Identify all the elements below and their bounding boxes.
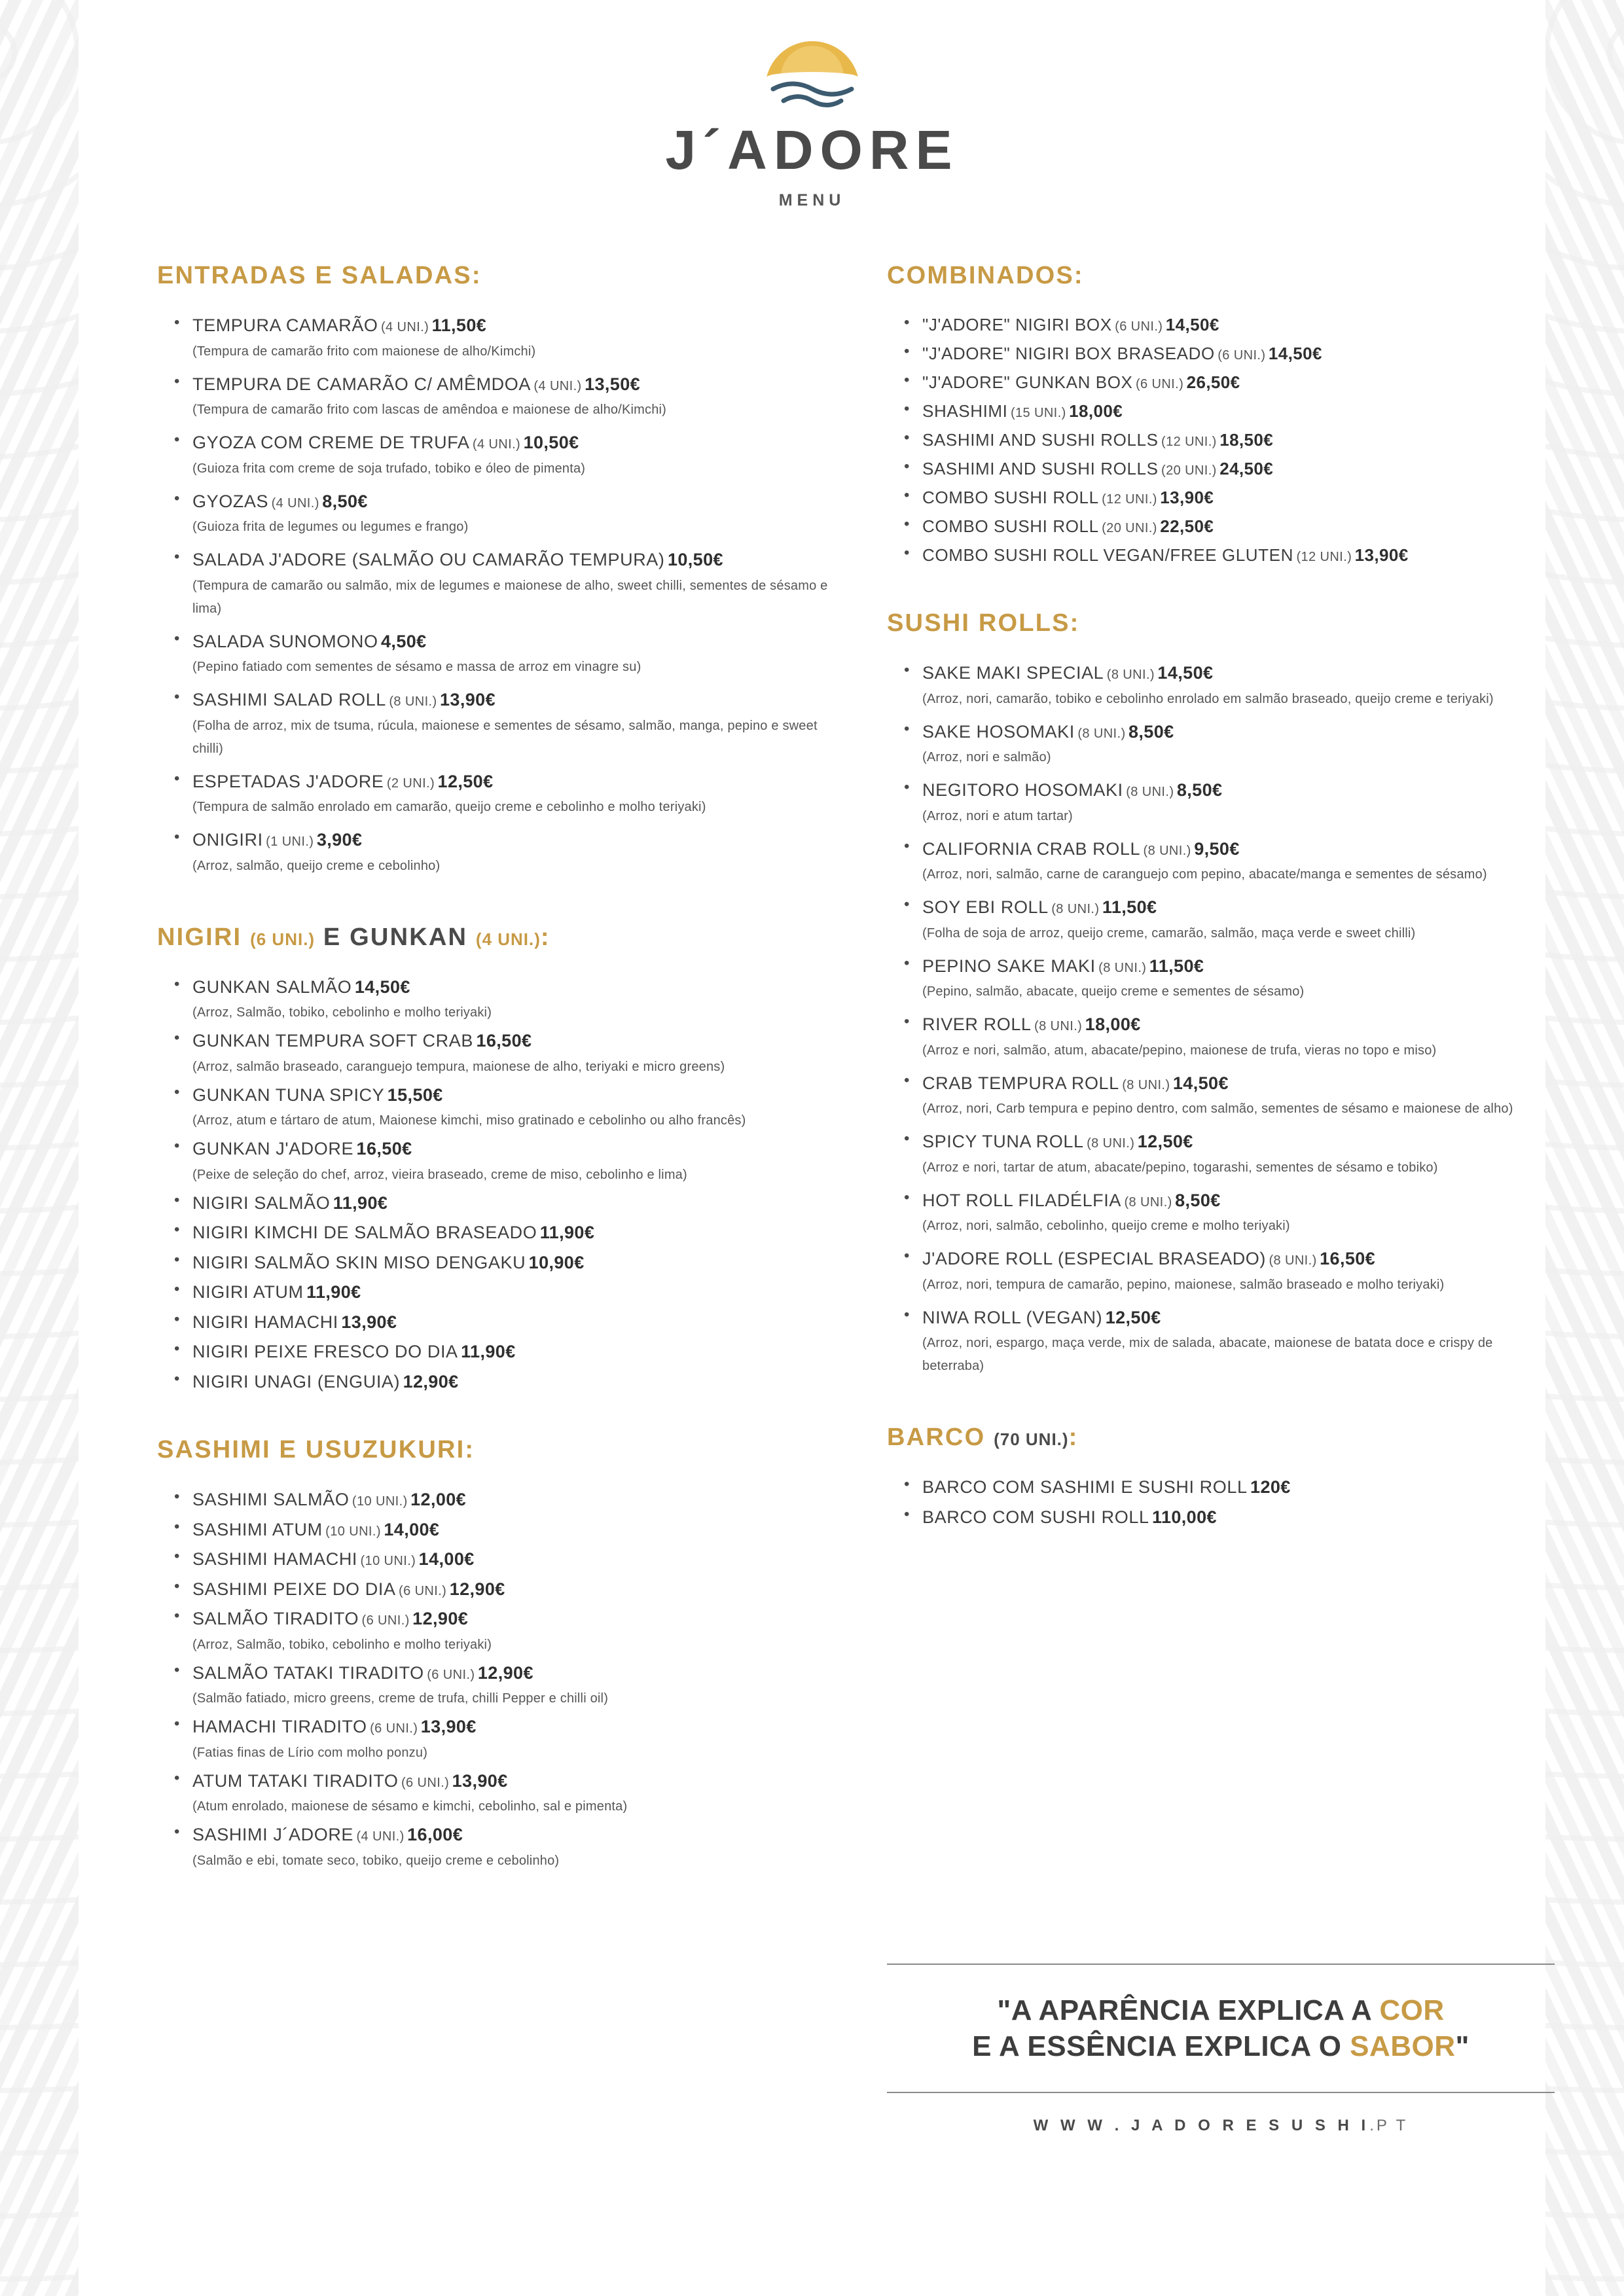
item-description: (Folha de soja de arroz, queijo creme, camarão, salmão, maça verde e sweet chilli) — [922, 925, 1416, 941]
list-item — [174, 827, 844, 878]
item-name: SPICY TUNA ROLL — [922, 1132, 1084, 1151]
item-name: CRAB TEMPURA ROLL — [922, 1073, 1119, 1093]
item-units: (8 UNI.) — [1098, 960, 1147, 975]
item-name: NIGIRI HAMACHI — [192, 1312, 338, 1332]
item-price: 3,90€ — [316, 830, 363, 850]
list-item — [904, 456, 1555, 482]
item-units: (6 UNI.) — [427, 1667, 475, 1682]
item-name: SAKE MAKI SPECIAL — [922, 663, 1104, 683]
item-price: 16,00€ — [407, 1825, 463, 1844]
item-price: 10,50€ — [667, 550, 723, 569]
list-item — [174, 1190, 844, 1217]
item-price: 26,50€ — [1186, 372, 1240, 392]
item-units: (6 UNI.) — [1135, 377, 1184, 391]
item-price: 12,90€ — [403, 1371, 459, 1391]
item-price: 13,90€ — [1354, 545, 1409, 565]
item-price: 11,50€ — [1149, 956, 1204, 976]
item-units: (8 UNI.) — [1269, 1253, 1317, 1268]
item-description: (Arroz e nori, tartar de atum, abacate/pepino, togarashi, sementes de sésamo e tobiko) — [922, 1160, 1438, 1175]
list-item — [174, 1821, 844, 1873]
list-item — [904, 894, 1555, 945]
list-barco — [887, 1474, 1555, 1530]
item-name: BARCO COM SUSHI ROLL — [922, 1507, 1149, 1527]
item-description: (Arroz, atum e tártaro de atum, Maionese kimchi, miso gratinado e cebolinho ou alho francês) — [192, 1113, 746, 1128]
item-name: SAKE HOSOMAKI — [922, 721, 1075, 742]
list-nigiri — [157, 974, 844, 1395]
right-column — [887, 262, 1555, 1534]
list-item — [904, 399, 1555, 424]
item-name: SOY EBI ROLL — [922, 897, 1049, 917]
item-price: 18,00€ — [1085, 1014, 1141, 1034]
item-units: (20 UNI.) — [1102, 521, 1157, 535]
item-name: SHASHIMI — [922, 401, 1008, 421]
item-price: 16,50€ — [356, 1139, 412, 1158]
header — [0, 26, 1624, 210]
list-item — [904, 1474, 1555, 1501]
item-price: 14,50€ — [1165, 315, 1219, 334]
item-price: 8,50€ — [322, 491, 368, 511]
item-price: 14,00€ — [418, 1549, 475, 1569]
decorative-wave-band-left — [0, 0, 79, 2296]
item-name: GUNKAN TEMPURA SOFT CRAB — [192, 1031, 473, 1050]
item-units: (4 UNI.) — [271, 495, 319, 511]
item-units: (6 UNI.) — [1218, 348, 1266, 363]
item-price: 24,50€ — [1219, 459, 1274, 478]
list-item — [174, 1309, 844, 1336]
item-name: CALIFORNIA CRAB ROLL — [922, 838, 1141, 859]
item-name: SASHIMI AND SUSHI ROLLS — [922, 430, 1159, 450]
item-price: 13,90€ — [452, 1770, 508, 1791]
item-price: 8,50€ — [1175, 1190, 1221, 1210]
item-description: (Tempura de salmão enrolado em camarão, queijo creme e cebolinho e molho teriyaki) — [192, 800, 706, 814]
item-price: 8,50€ — [1128, 721, 1174, 742]
item-units: (20 UNI.) — [1161, 463, 1217, 478]
item-price: 110,00€ — [1152, 1507, 1217, 1527]
item-description: (Arroz, salmão, queijo creme e cebolinho) — [192, 858, 441, 873]
item-name: PEPINO SAKE MAKI — [922, 956, 1096, 976]
item-name: GUNKAN TUNA SPICY — [192, 1085, 385, 1105]
item-units: (15 UNI.) — [1010, 406, 1066, 420]
list-item — [174, 488, 844, 539]
item-units: (10 UNI.) — [360, 1554, 416, 1568]
list-item — [174, 1605, 844, 1657]
item-description: (Arroz e nori, salmão, atum, abacate/pepino, maionese de trufa, vieras no topo e miso) — [922, 1043, 1437, 1058]
list-item — [174, 1082, 844, 1133]
item-price: 15,50€ — [387, 1085, 443, 1105]
item-units: (6 UNI.) — [370, 1721, 418, 1736]
list-item — [174, 687, 844, 761]
item-units: (6 UNI.) — [399, 1583, 447, 1598]
item-name: SASHIMI HAMACHI — [192, 1549, 358, 1569]
item-name: COMBO SUSHI ROLL VEGAN/FREE GLUTEN — [922, 545, 1293, 565]
item-units: (6 UNI.) — [401, 1775, 450, 1790]
item-price: 13,90€ — [341, 1312, 397, 1332]
nigiri-title-units2: (4 UNI.) — [475, 929, 541, 949]
barco-title-colon: : — [1068, 1424, 1079, 1451]
item-price: 12,90€ — [477, 1662, 533, 1683]
item-name: ONIGIRI — [192, 830, 263, 850]
item-description: (Arroz, nori e atum tartar) — [922, 808, 1073, 823]
nigiri-title-part1: NIGIRI — [157, 923, 242, 951]
item-name: NIGIRI SALMÃO SKIN MISO DENGAKU — [192, 1252, 526, 1272]
list-item — [904, 341, 1555, 367]
section-title-combinados: COMBINADOS: — [887, 262, 1084, 289]
item-price: 14,00€ — [384, 1519, 440, 1539]
divider-top — [887, 1964, 1555, 1965]
item-units: (6 UNI.) — [361, 1613, 410, 1628]
item-price: 12,50€ — [437, 771, 494, 791]
list-item — [174, 1713, 844, 1765]
item-name: NIGIRI UNAGI (ENGUIA) — [192, 1371, 401, 1391]
item-description: (Tempura de camarão frito com maionese de alho/Kimchi) — [192, 344, 536, 359]
item-name: COMBO SUSHI ROLL — [922, 488, 1099, 507]
item-units: (12 UNI.) — [1102, 492, 1157, 507]
list-item — [174, 1486, 844, 1513]
item-name: "J'ADORE" NIGIRI BOX BRASEADO — [922, 344, 1215, 363]
list-item — [174, 628, 844, 679]
item-units: (10 UNI.) — [325, 1524, 381, 1539]
list-item — [904, 1070, 1555, 1121]
list-item — [904, 660, 1555, 711]
item-name: "J'ADORE" GUNKAN BOX — [922, 372, 1133, 392]
item-units: (8 UNI.) — [1087, 1136, 1135, 1151]
item-units: (10 UNI.) — [352, 1494, 408, 1509]
item-name: ATUM TATAKI TIRADITO — [192, 1770, 399, 1791]
section-title-sashimi: SASHIMI E USUZUKURI: — [157, 1436, 475, 1463]
item-name: SASHIMI AND SUSHI ROLLS — [922, 459, 1159, 478]
section-title-sushi-rolls: SUSHI ROLLS: — [887, 609, 1080, 637]
website-url[interactable] — [887, 2117, 1555, 2135]
item-description: (Pepino fatiado com sementes de sésamo e massa de arroz em vinagre su) — [192, 660, 641, 674]
quote-line2-highlight: SABOR — [1350, 2030, 1456, 2062]
item-price: 10,90€ — [528, 1252, 585, 1272]
item-price: 14,50€ — [354, 977, 410, 997]
item-name: HOT ROLL FILADÉLFIA — [922, 1190, 1121, 1210]
item-description: (Peixe de seleção do chef, arroz, vieira braseado, creme de miso, cebolinho e lima) — [192, 1167, 687, 1182]
menu-label: MENU — [778, 191, 846, 209]
item-name: SALMÃO TATAKI TIRADITO — [192, 1662, 424, 1683]
list-item — [174, 547, 844, 620]
item-description: (Arroz, Salmão, tobiko, cebolinho e molho teriyaki) — [192, 1005, 492, 1020]
item-price: 10,50€ — [523, 433, 579, 452]
item-price: 14,50€ — [1268, 344, 1322, 363]
item-name: TEMPURA CAMARÃO — [192, 315, 378, 335]
item-units: (8 UNI.) — [1106, 668, 1155, 682]
list-entradas — [157, 312, 844, 878]
item-name: NIGIRI KIMCHI DE SALMÃO BRASEADO — [192, 1223, 537, 1242]
item-price: 11,90€ — [306, 1282, 361, 1302]
list-item — [904, 1246, 1555, 1297]
item-name: SASHIMI SALMÃO — [192, 1490, 350, 1509]
list-item — [904, 953, 1555, 1004]
item-price: 4,50€ — [381, 631, 427, 651]
item-price: 11,90€ — [461, 1342, 516, 1361]
item-price: 16,50€ — [1320, 1249, 1376, 1268]
divider-bottom — [887, 2092, 1555, 2093]
barco-title-units: (70 UNI.) — [994, 1429, 1069, 1449]
item-units: (8 UNI.) — [1126, 785, 1174, 799]
list-item — [904, 1187, 1555, 1238]
item-description: (Folha de arroz, mix de tsuma, rúcula, maionese e sementes de sésamo, salmão, manga, pepino e sweet chilli) — [192, 718, 818, 756]
nigiri-title-colon: : — [540, 923, 550, 951]
list-item — [904, 1011, 1555, 1062]
item-name: SASHIMI PEIXE DO DIA — [192, 1579, 396, 1599]
item-price: 18,00€ — [1069, 401, 1123, 421]
item-name: NIGIRI SALMÃO — [192, 1193, 331, 1213]
nigiri-title-part2: E GUNKAN — [323, 923, 468, 951]
item-price: 12,50€ — [1105, 1307, 1161, 1327]
list-item — [174, 1576, 844, 1603]
item-price: 22,50€ — [1160, 516, 1214, 536]
list-combinados — [887, 312, 1555, 568]
item-name: GUNKAN J'ADORE — [192, 1139, 354, 1158]
list-item — [174, 1546, 844, 1573]
left-column — [157, 262, 844, 1876]
item-units: (8 UNI.) — [1051, 902, 1100, 916]
list-item — [174, 1136, 844, 1187]
list-item — [174, 1369, 844, 1395]
item-units: (8 UNI.) — [1034, 1019, 1083, 1033]
decorative-wave-band-right — [1545, 0, 1624, 2296]
item-name: ESPETADAS J'ADORE — [192, 771, 384, 791]
item-name: NEGITORO HOSOMAKI — [922, 780, 1123, 800]
list-item — [174, 1660, 844, 1711]
item-units: (6 UNI.) — [1115, 319, 1163, 334]
item-description: (Salmão e ebi, tomate seco, tobiko, queijo creme e cebolinho) — [192, 1853, 560, 1868]
item-name: GYOZA COM CREME DE TRUFA — [192, 433, 470, 452]
item-units: (8 UNI.) — [389, 694, 437, 709]
item-name: COMBO SUSHI ROLL — [922, 516, 1099, 536]
item-name: SASHIMI SALAD ROLL — [192, 690, 386, 709]
section-title-nigiri — [157, 924, 844, 952]
item-price: 11,90€ — [333, 1193, 388, 1213]
item-name: SASHIMI J´ADORE — [192, 1825, 354, 1844]
item-units: (8 UNI.) — [1122, 1077, 1170, 1092]
list-sashimi — [157, 1486, 844, 1873]
item-units: (8 UNI.) — [1124, 1194, 1172, 1210]
list-item — [174, 1516, 844, 1543]
item-description: (Arroz, Salmão, tobiko, cebolinho e molho teriyaki) — [192, 1637, 492, 1652]
item-price: 13,90€ — [1160, 488, 1214, 507]
list-item — [174, 768, 844, 819]
page-title: J´ADORE — [665, 119, 959, 181]
list-item — [904, 777, 1555, 828]
item-description: (Arroz, nori, camarão, tobiko e cebolinho enrolado em salmão braseado, queijo creme e teriyaki) — [922, 691, 1494, 706]
item-description: (Arroz, nori, espargo, maça verde, mix de salada, abacate, maionese de batata doce e crispy de beterraba) — [922, 1336, 1493, 1373]
item-description: (Arroz, nori e salmão) — [922, 750, 1051, 764]
item-price: 11,50€ — [431, 315, 487, 335]
item-price: 14,50€ — [1157, 663, 1214, 683]
item-description: (Tempura de camarão ou salmão, mix de legumes e maionese de alho, sweet chilli, sementes de sésamo e lima) — [192, 578, 828, 616]
list-item — [174, 1279, 844, 1306]
list-item — [904, 719, 1555, 770]
item-description: (Tempura de camarão frito com lascas de amêndoa e maionese de alho/Kimchi) — [192, 403, 667, 417]
item-price: 8,50€ — [1176, 780, 1223, 800]
footer-quote-block — [887, 1964, 1555, 2135]
item-name: NIGIRI PEIXE FRESCO DO DIA — [192, 1342, 458, 1361]
item-name: SASHIMI ATUM — [192, 1519, 323, 1539]
item-units: (2 UNI.) — [386, 776, 435, 791]
item-units: (8 UNI.) — [1143, 843, 1191, 858]
item-name: SALADA J'ADORE (SALMÃO OU CAMARÃO TEMPURA) — [192, 550, 665, 569]
list-item — [174, 1249, 844, 1276]
item-price: 12,90€ — [412, 1609, 469, 1628]
item-description: (Pepino, salmão, abacate, queijo creme e sementes de sésamo) — [922, 984, 1305, 999]
list-item — [904, 1304, 1555, 1378]
list-item — [174, 1028, 844, 1079]
item-units: (12 UNI.) — [1296, 550, 1352, 564]
item-price: 12,90€ — [449, 1579, 505, 1599]
list-item — [174, 1338, 844, 1365]
section-title-barco — [887, 1424, 1555, 1452]
quote-line2-text: E A ESSÊNCIA EXPLICA O — [972, 2030, 1350, 2062]
list-item — [904, 312, 1555, 338]
item-name: RIVER ROLL — [922, 1014, 1032, 1034]
item-units: (4 UNI.) — [381, 320, 429, 334]
item-name: BARCO COM SASHIMI E SUSHI ROLL — [922, 1477, 1248, 1497]
item-description: (Arroz, nori, Carb tempura e pepino dentro, com salmão, sementes de sésamo e maionese de alho) — [922, 1102, 1513, 1116]
website-url-main: W W W . J A D O R E S U S H I — [1033, 2117, 1370, 2134]
item-price: 11,50€ — [1102, 897, 1157, 917]
quote-line1-highlight: COR — [1379, 1994, 1445, 2026]
item-units: (8 UNI.) — [1077, 726, 1126, 741]
item-price: 12,00€ — [410, 1490, 467, 1509]
item-price: 11,90€ — [539, 1223, 595, 1242]
item-description: (Guioza frita com creme de soja trufado, tobiko e óleo de pimenta) — [192, 461, 586, 476]
list-item — [904, 370, 1555, 395]
list-item — [904, 514, 1555, 539]
item-name: NIWA ROLL (VEGAN) — [922, 1307, 1103, 1327]
item-price: 16,50€ — [476, 1031, 532, 1050]
section-title-entradas: ENTRADAS E SALADAS: — [157, 262, 482, 289]
item-price: 18,50€ — [1219, 430, 1274, 450]
item-price: 14,50€ — [1172, 1073, 1229, 1093]
item-price: 12,50€ — [1137, 1132, 1193, 1151]
item-name: TEMPURA DE CAMARÃO C/ AMÊMDOA — [192, 374, 531, 394]
list-item — [904, 1504, 1555, 1531]
item-description: (Arroz, nori, salmão, cebolinho, queijo creme e molho teriyaki) — [922, 1219, 1290, 1233]
item-description: (Guioza frita de legumes ou legumes e frango) — [192, 520, 469, 534]
item-description: (Arroz, nori, tempura de camarão, pepino, maionese, salmão braseado e molho teriyaki) — [922, 1277, 1445, 1292]
list-item — [174, 1768, 844, 1819]
brand-logo — [747, 26, 878, 115]
item-price: 13,50€ — [585, 374, 641, 394]
item-name: "J'ADORE" NIGIRI BOX — [922, 315, 1112, 334]
item-description: (Atum enrolado, maionese de sésamo e kimchi, cebolinho, sal e pimenta) — [192, 1799, 628, 1814]
item-units: (4 UNI.) — [356, 1829, 405, 1844]
quote-closing-mark: " — [1455, 2030, 1470, 2062]
item-price: 13,90€ — [420, 1717, 477, 1736]
item-price: 13,90€ — [440, 690, 496, 709]
item-name: GUNKAN SALMÃO — [192, 977, 352, 997]
list-item — [174, 371, 844, 422]
website-url-tld: .P T — [1369, 2117, 1409, 2134]
barco-title-part1: BARCO — [887, 1424, 986, 1451]
list-item — [174, 1219, 844, 1246]
item-name: GYOZAS — [192, 491, 269, 511]
item-description: (Arroz, nori, salmão, carne de caranguejo com pepino, abacate/manga e sementes de sésamo) — [922, 867, 1487, 882]
item-description: (Salmão fatiado, micro greens, creme de trufa, chilli Pepper e chilli oil) — [192, 1691, 609, 1706]
item-name: NIGIRI ATUM — [192, 1282, 304, 1302]
sushi-wave-logo-icon — [747, 26, 878, 111]
list-item — [904, 1128, 1555, 1179]
item-name: J'ADORE ROLL (ESPECIAL BRASEADO) — [922, 1249, 1266, 1268]
nigiri-title-units1: (6 UNI.) — [250, 929, 316, 949]
item-name: HAMACHI TIRADITO — [192, 1717, 367, 1736]
item-units: (12 UNI.) — [1161, 435, 1217, 449]
quote-line1-text: "A APARÊNCIA EXPLICA A — [997, 1994, 1380, 2026]
list-item — [174, 974, 844, 1025]
list-item — [174, 429, 844, 480]
item-units: (1 UNI.) — [266, 834, 314, 849]
item-description: (Fatias finas de Lírio com molho ponzu) — [192, 1745, 428, 1760]
item-description: (Arroz, salmão braseado, caranguejo tempura, maionese de alho, teriyaki e micro greens) — [192, 1059, 725, 1074]
list-item — [174, 312, 844, 363]
item-name: SALADA SUNOMONO — [192, 631, 378, 651]
list-item — [904, 485, 1555, 511]
item-name: SALMÃO TIRADITO — [192, 1609, 359, 1628]
item-price: 120€ — [1250, 1477, 1291, 1497]
item-price: 9,50€ — [1194, 838, 1240, 859]
list-item — [904, 836, 1555, 887]
item-units: (4 UNI.) — [472, 437, 521, 452]
list-item — [904, 543, 1555, 568]
quote-text — [887, 1992, 1555, 2064]
item-units: (4 UNI.) — [533, 378, 582, 393]
list-sushi-rolls — [887, 660, 1555, 1378]
list-item — [904, 427, 1555, 453]
